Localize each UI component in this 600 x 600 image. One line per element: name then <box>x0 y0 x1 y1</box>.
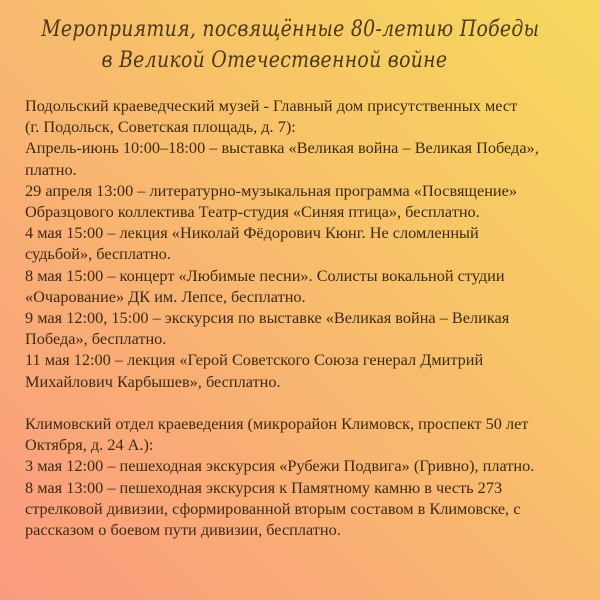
section-klimovsk-department <box>25 413 595 540</box>
text-line: 11 мая 12:00 – лекция «Герой Советского Союза генерал Дмитрий <box>25 350 484 370</box>
text-line: 3 мая 12:00 – пешеходная экскурсия «Рубежи Подвига» (Гривно), платно. <box>25 456 535 476</box>
text-line: Михайлович Карбышев», бесплатно. <box>25 371 281 391</box>
page-title <box>0 14 600 76</box>
section-podolsk-museum <box>25 95 595 392</box>
text-line: 9 мая 12:00, 15:00 – экскурсия по выставке «Великая война – Великая <box>25 308 510 328</box>
text-line: Подольский краеведческий музей - Главный дом присутственных мест <box>25 96 518 115</box>
text-line: 8 мая 13:00 – пешеходная экскурсия к Памятному камню в честь 273 <box>25 477 503 497</box>
text-line: 29 апреля 13:00 – литературно-музыкальная программа «Посвящение» <box>25 180 517 200</box>
title-line: в Великой Отечественной войне <box>101 48 448 73</box>
text-line: платно. <box>25 159 77 179</box>
text-line: 8 мая 15:00 – концерт «Любимые песни». Солисты вокальной студии <box>25 265 505 285</box>
title-line: Мероприятия, посвящённые 80-летию Победы <box>41 17 540 42</box>
section-spacer <box>25 392 595 413</box>
text-line: Октября, д. 24 А.): <box>25 435 154 455</box>
text-line: Образцового коллектива Театр-студия «Синяя птица», бесплатно. <box>25 202 480 222</box>
text-line: стрелковой дивизии, сформированной вторым составом в Климовске, с <box>25 498 521 518</box>
text-line: Апрель-июнь 10:00–18:00 – выставка «Великая война – Великая Победа», <box>25 138 539 158</box>
text-line: рассказом о боевом пути дивизии, бесплатно. <box>25 520 341 540</box>
text-line: 4 мая 15:00 – лекция «Николай Фёдорович Кюнг. Не сломленный <box>25 223 479 243</box>
text-line: судьбой», бесплатно. <box>25 244 171 264</box>
text-line: Победа», бесплатно. <box>25 329 167 349</box>
text-line: «Очарование» ДК им. Лепсе, бесплатно. <box>25 286 306 306</box>
events-list <box>25 95 595 540</box>
text-line: (г. Подольск, Советская площадь, д. 7): <box>25 117 296 137</box>
text-line: Климовский отдел краеведения (микрорайон Климовск, проспект 50 лет <box>25 414 529 434</box>
